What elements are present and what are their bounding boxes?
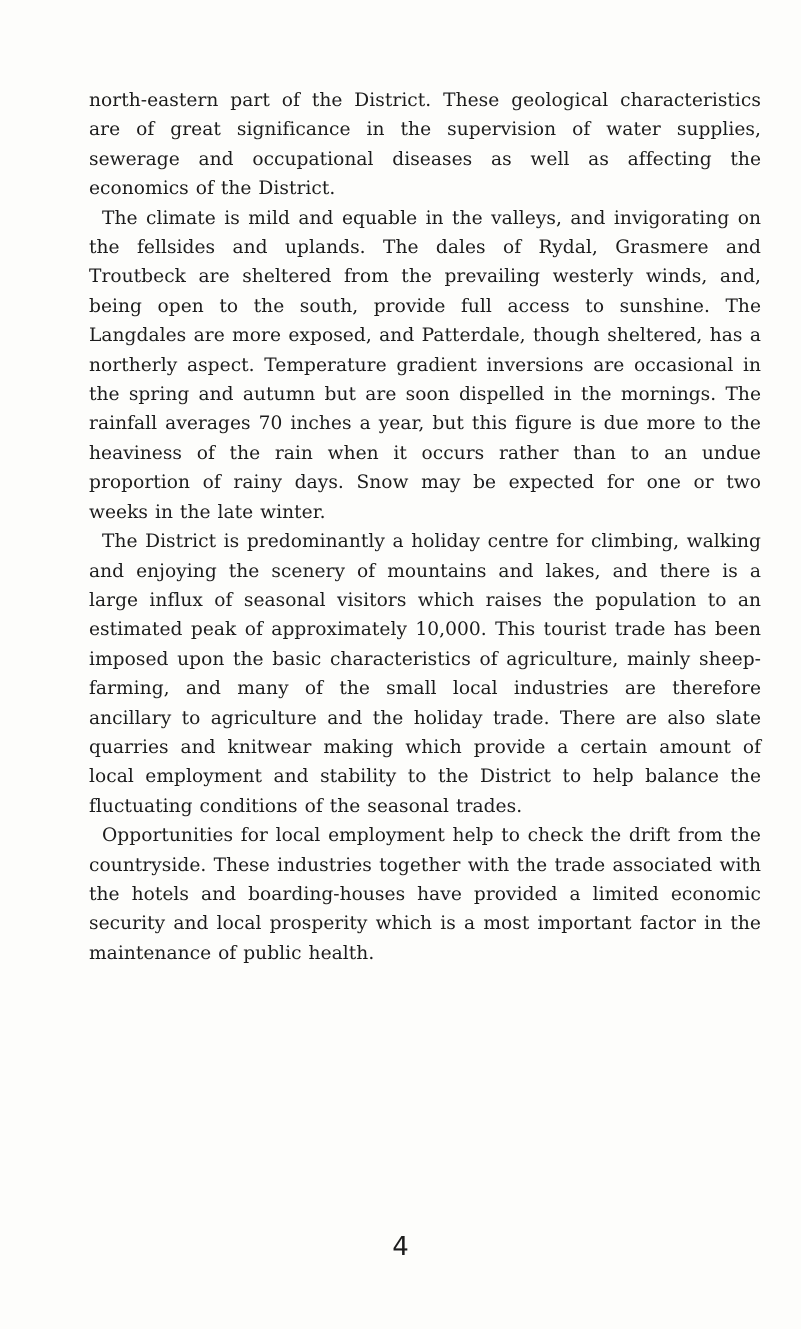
paragraph-employment: Opportunities for local employment help to check the drift from the countryside. These industries together with the trade associated with the hotels and boarding-houses have provided a limited economic security and local prosperity which is a most important factor in the maintenance of public health. xyxy=(89,825,761,964)
paragraph-geology-continuation: north-eastern part of the District. These geological characteristics are of great significance in the supervision of water supplies, sewerage and occupational diseases as well as affecting the economics of the District. xyxy=(89,90,761,200)
paragraph-holiday-trade: The District is predominantly a holiday centre for climbing, walking and enjoying the scenery of mountains and lakes, and there is a large influx of seasonal visitors which raises the population to an estimated peak of approximately 10,000. This tourist trade has been imposed upon the basic characteristics of agriculture, mainly sheep-farming, and many of the small local industries are therefore ancillary to agriculture and the holiday trade. There are also slate quarries and knitwear making which provide a certain amount of local employment and stability to the District to help balance the fluctuating conditions of the seasonal trades. xyxy=(89,531,761,817)
page-number: 4 xyxy=(392,1232,409,1262)
paragraph-climate: The climate is mild and equable in the valleys, and invigorating on the fellsides and uplands. The dales of Rydal, Grasmere and Troutbeck are sheltered from the prevailing westerly winds, and, being open to the south, provide full access to sunshine. The Langdales are more exposed, and Patterdale, though sheltered, has a northerly aspect. Temperature gradient inversions are occasional in the spring and autumn but are soon dispelled in the mornings. The rainfall averages 70 inches a year, but this figure is due more to the heaviness of the rain when it occurs rather than to an undue proportion of rainy days. Snow may be expected for one or two weeks in the late winter. xyxy=(89,207,761,523)
page-body xyxy=(89,86,761,968)
